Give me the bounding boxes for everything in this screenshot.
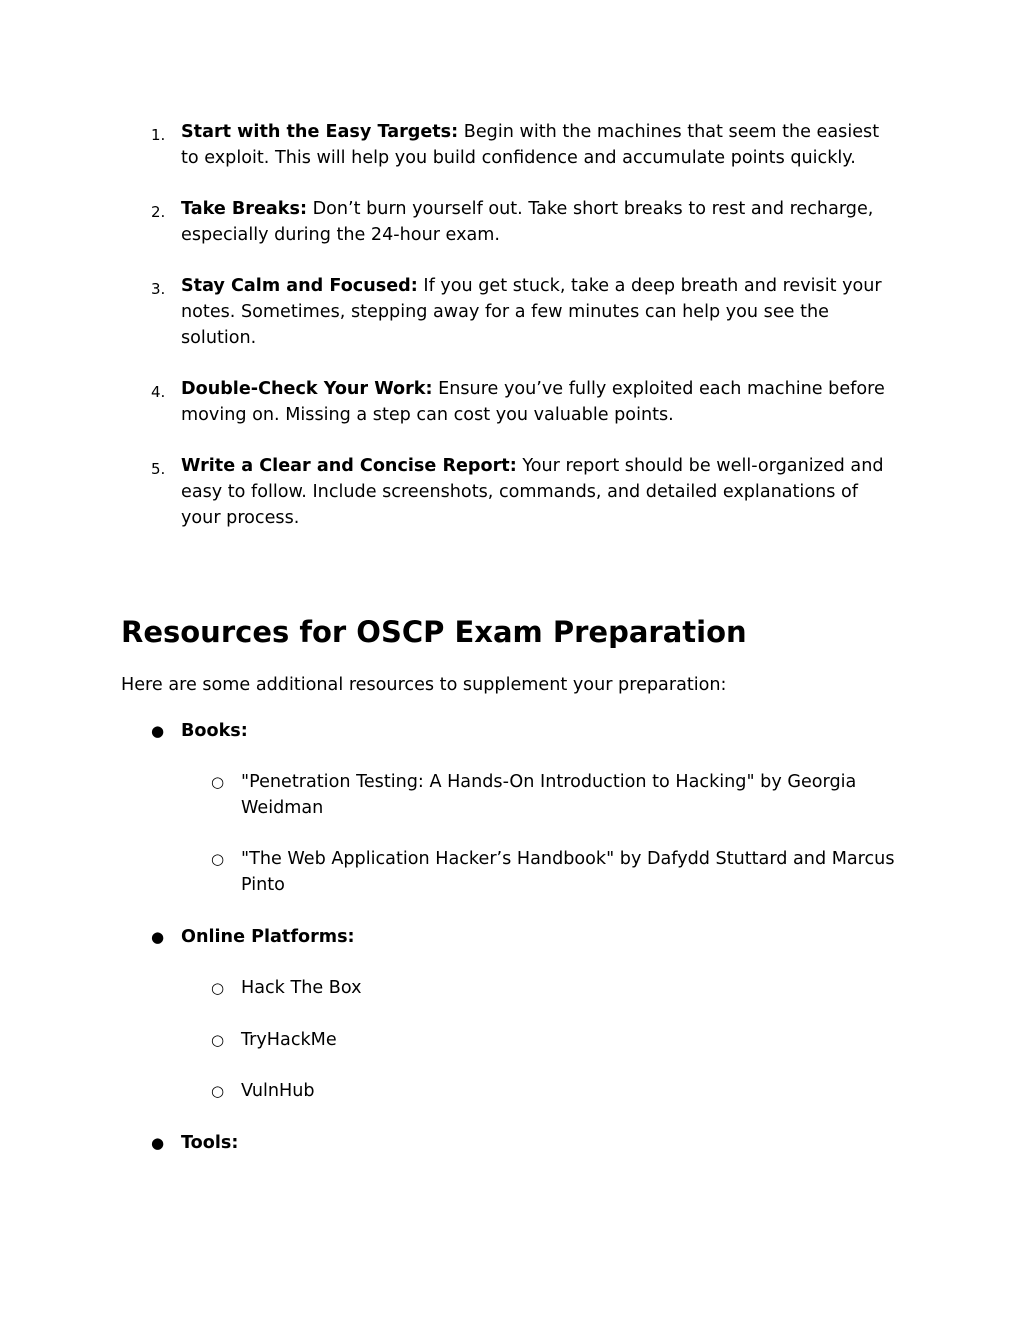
section-heading: Resources for OSCP Exam Preparation: [121, 615, 747, 649]
list-item: "The Web Application Hacker’s Handbook" by Dafydd Stuttard and Marcus Pinto: [241, 849, 895, 895]
tip-title: Stay Calm and Focused:: [181, 276, 418, 296]
tip-title: Take Breaks:: [181, 199, 307, 219]
list-item: [0, 453, 1024, 531]
sub-bullet-icon: ○: [211, 979, 225, 997]
sub-bullet-icon: ○: [211, 773, 225, 791]
list-item: [0, 196, 1024, 248]
list-number: 5.: [151, 460, 166, 478]
tip-description: Don’t burn yourself out. Take short breaks to rest and recharge, especially during the 24-hour exam.: [181, 199, 874, 245]
tip-title: Start with the Easy Targets:: [181, 122, 459, 142]
list-item-text: [181, 273, 901, 351]
bullet-icon: ●: [151, 928, 165, 946]
list-item-text: [181, 196, 901, 248]
category-platforms-label: Online Platforms:: [181, 927, 355, 947]
list-item: [0, 273, 1024, 351]
sub-bullet-icon: ○: [211, 1031, 225, 1049]
tip-description: Begin with the machines that seem the easiest to exploit. This will help you build confidence and accumulate points quickly.: [181, 122, 880, 168]
list-number: 4.: [151, 383, 166, 401]
sub-bullet-icon: ○: [211, 850, 225, 868]
bullet-icon: ●: [151, 722, 165, 740]
list-item: "Penetration Testing: A Hands-On Introduction to Hacking" by Georgia Weidman: [241, 772, 857, 818]
list-item: VulnHub: [241, 1081, 315, 1101]
exam-tips-list: [0, 119, 1024, 556]
list-item: TryHackMe: [241, 1030, 337, 1050]
tip-description: Ensure you’ve fully exploited each machine before moving on. Missing a step can cost you valuable points.: [181, 379, 885, 425]
list-item-text: [181, 453, 901, 531]
list-item: [0, 376, 1024, 428]
bullet-icon: ●: [151, 1134, 165, 1152]
category-tools-label: Tools:: [181, 1133, 239, 1153]
list-number: 1.: [151, 126, 166, 144]
list-number: 2.: [151, 203, 166, 221]
list-item: Hack The Box: [241, 978, 362, 998]
category-books-label: Books:: [181, 721, 248, 741]
list-item: [0, 119, 1024, 171]
tip-description: Your report should be well-organized and easy to follow. Include screenshots, commands, and detailed explanations of your process.: [181, 456, 884, 528]
tip-description: If you get stuck, take a deep breath and revisit your notes. Sometimes, stepping away for a few minutes can help you see the solution.: [181, 276, 882, 348]
sub-bullet-icon: ○: [211, 1082, 225, 1100]
list-item-text: [181, 376, 901, 428]
list-item-text: [181, 119, 901, 171]
section-intro: Here are some additional resources to supplement your preparation:: [121, 675, 727, 695]
list-number: 3.: [151, 280, 166, 298]
tip-title: Double-Check Your Work:: [181, 379, 433, 399]
tip-title: Write a Clear and Concise Report:: [181, 456, 517, 476]
